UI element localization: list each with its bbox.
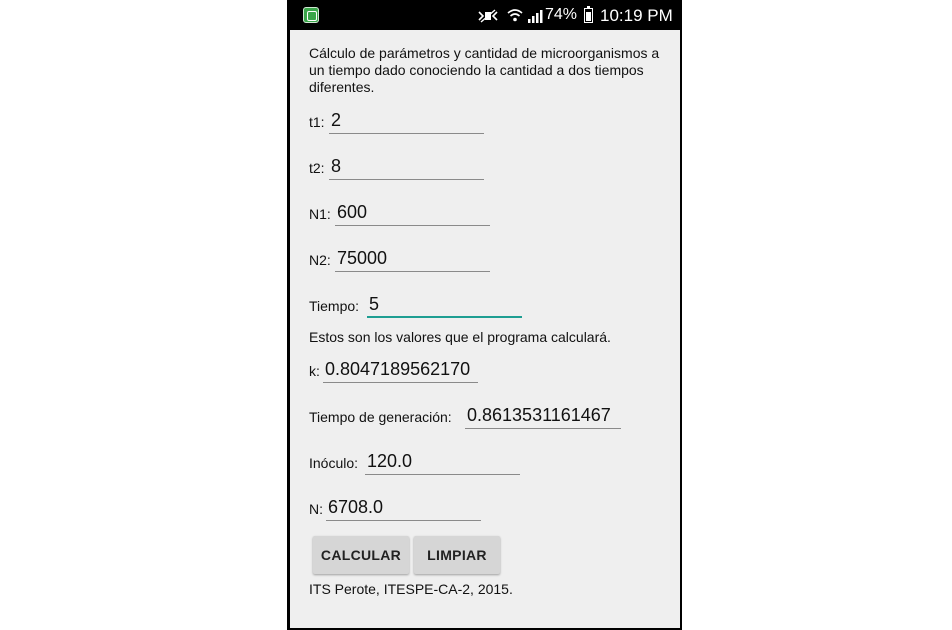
n-output[interactable]: 6708.0 — [326, 495, 481, 521]
battery-percent: 74% — [545, 6, 578, 23]
signal-icon — [527, 9, 543, 23]
app-notification-icon — [303, 7, 319, 23]
t1-label: t1: — [309, 114, 325, 130]
t1-input[interactable]: 2 — [329, 108, 484, 134]
limpiar-button[interactable]: LIMPIAR — [414, 536, 500, 574]
n1-label: N1: — [309, 206, 331, 222]
generation-time-output[interactable]: 0.8613531161467 — [465, 403, 621, 429]
tiempo-input[interactable]: 5 — [367, 292, 522, 318]
status-bar — [287, 0, 682, 30]
inoculo-label: Inóculo: — [309, 455, 359, 471]
n2-label: N2: — [309, 252, 331, 268]
battery-icon — [584, 8, 593, 23]
wifi-icon — [507, 8, 523, 22]
k-output[interactable]: 0.8047189562170 — [323, 357, 478, 383]
generation-time-label: Tiempo de generación: — [309, 409, 452, 425]
tiempo-label: Tiempo: — [309, 298, 360, 314]
description-text: Cálculo de parámetros y cantidad de microorganismos a un tiempo dado conociendo la cantidad a dos tiempos diferentes. — [309, 45, 660, 95]
k-label: k: — [309, 363, 320, 379]
n2-input[interactable]: 75000 — [335, 246, 490, 272]
phone-frame — [287, 0, 682, 630]
t2-input[interactable]: 8 — [329, 154, 484, 180]
footer-text: ITS Perote, ITESPE-CA-2, 2015. — [309, 581, 513, 597]
results-intro-text: Estos son los valores que el programa calculará. — [309, 329, 611, 345]
t2-label: t2: — [309, 160, 325, 176]
status-clock: 10:19 PM — [600, 6, 673, 25]
mute-icon — [477, 9, 499, 23]
n-label: N: — [309, 501, 323, 517]
app-screen — [290, 30, 680, 628]
calcular-button[interactable]: CALCULAR — [313, 536, 409, 574]
n1-input[interactable]: 600 — [335, 200, 490, 226]
inoculo-output[interactable]: 120.0 — [365, 449, 520, 475]
